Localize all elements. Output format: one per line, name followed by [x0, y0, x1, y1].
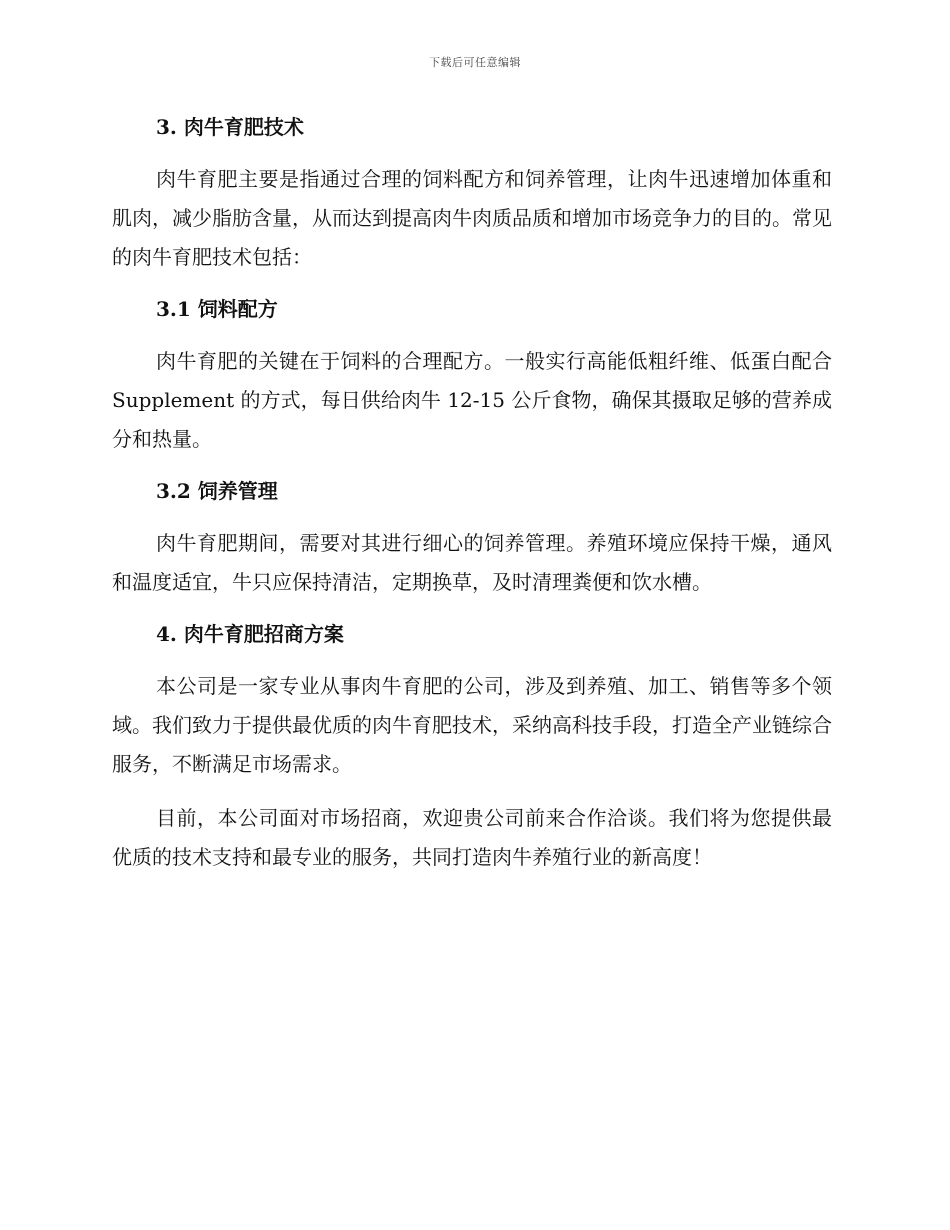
document-body — [112, 110, 832, 877]
section-4-paragraph-1: 本公司是一家专业从事肉牛育肥的公司，涉及到养殖、加工、销售等多个领域。我们致力于提供最优质的肉牛育肥技术，采纳高科技手段，打造全产业链综合服务，不断满足市场需求。 — [112, 674, 832, 776]
section-3-2-heading: 3.2 饲养管理 — [156, 479, 278, 503]
section-3-paragraph: 肉牛育肥主要是指通过合理的饲料配方和饲养管理，让肉牛迅速增加体重和肌肉，减少脂肪含量，从而达到提高肉牛肉质品质和增加市场竞争力的目的。常见的肉牛育肥技术包括： — [112, 167, 832, 269]
section-3-2-paragraph: 肉牛育肥期间，需要对其进行细心的饲养管理。养殖环境应保持干燥，通风和温度适宜，牛只应保持清洁，定期换草，及时清理粪便和饮水槽。 — [112, 531, 832, 594]
section-3-heading: 3. 肉牛育肥技术 — [156, 115, 304, 139]
section-4-heading: 4. 肉牛育肥招商方案 — [156, 622, 344, 646]
section-3-1-paragraph: 肉牛育肥的关键在于饲料的合理配方。一般实行高能低粗纤维、低蛋白配合 Supplement 的方式，每日供给肉牛 12-15 公斤食物，确保其摄取足够的营养成分和热量。 — [112, 349, 832, 451]
section-4-paragraph-2: 目前，本公司面对市场招商，欢迎贵公司前来合作洽谈。我们将为您提供最优质的技术支持和最专业的服务，共同打造肉牛养殖行业的新高度！ — [112, 806, 832, 869]
section-3-1-heading: 3.1 饲料配方 — [156, 297, 278, 321]
page-header: 下载后可任意编辑 — [429, 56, 521, 69]
